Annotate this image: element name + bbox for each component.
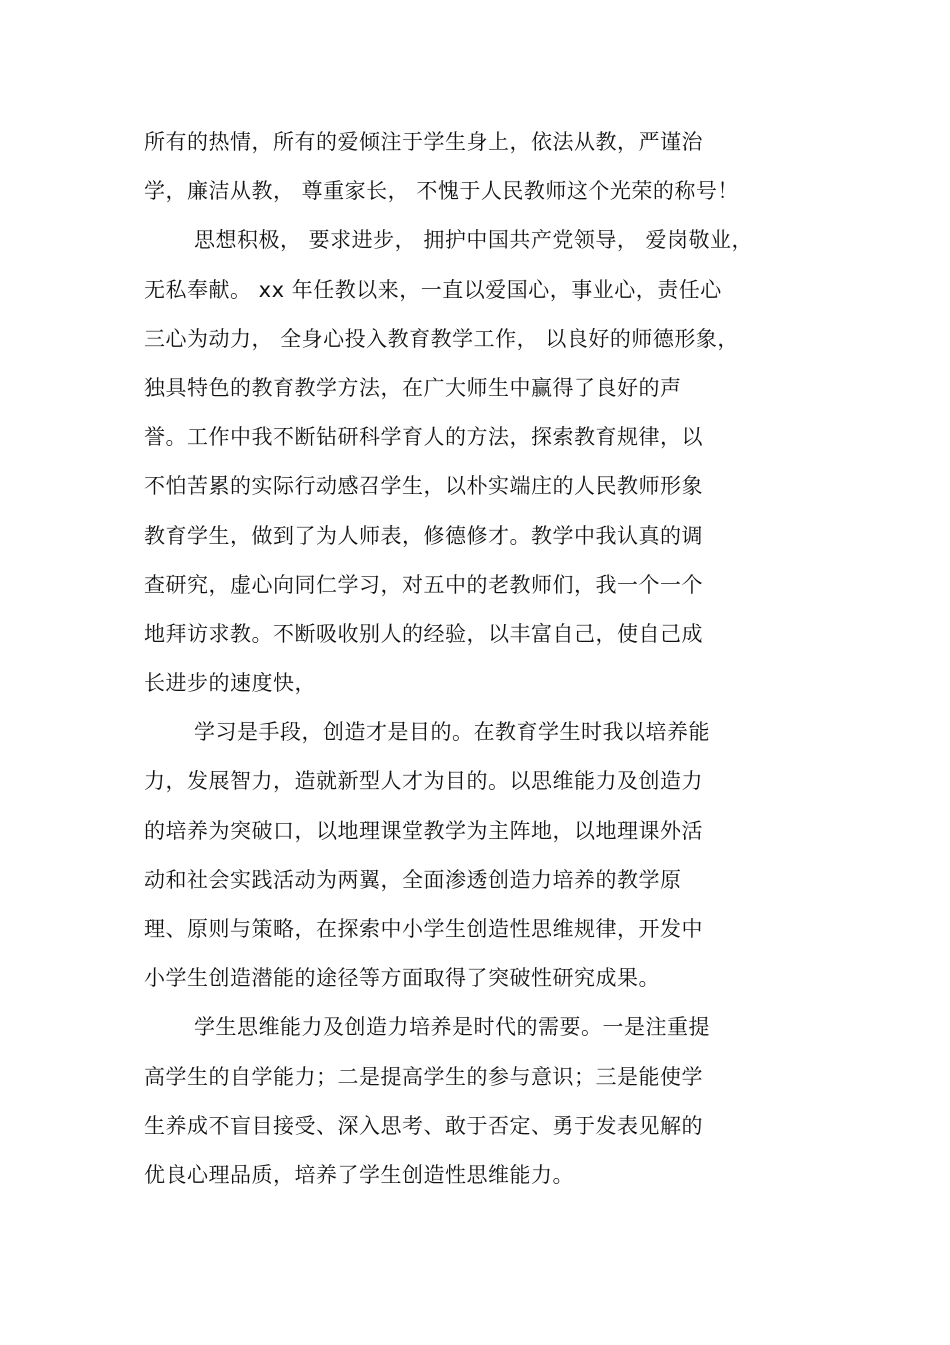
text-line: 无私奉献。 xx 年任教以来，一直以爱国心，事业心，责任心 <box>144 277 722 302</box>
body-text <box>144 118 824 1200</box>
text-line: 理、原则与策略，在探索中小学生创造性思维规律，开发中 <box>144 917 703 941</box>
text-line: 高学生的自学能力；二是提高学生的参与意识；三是能使学 <box>144 1064 703 1089</box>
text-line: 优良心理品质，培养了学生创造性思维能力。 <box>144 1162 574 1187</box>
text-line: 地拜访求教。不断吸收别人的经验，以丰富自己，使自己成 <box>144 621 703 646</box>
text-line: 学生思维能力及创造力培养是时代的需要。一是注重提 <box>194 1015 710 1040</box>
text-line: 动和社会实践活动为两翼，全面渗透创造力培养的教学原 <box>144 867 682 892</box>
text-line: 的培养为突破口，以地理课堂教学为主阵地，以地理课外活 <box>144 818 703 843</box>
text-line: 三心为动力， 全身心投入教育教学工作， 以良好的师德形象， <box>144 326 739 351</box>
text-line: 查研究，虚心向同仁学习，对五中的老教师们，我一个一个 <box>144 572 703 597</box>
text-line: 独具特色的教育教学方法，在广大师生中赢得了良好的声 <box>144 375 682 400</box>
text-line: 力，发展智力，造就新型人才为目的。以思维能力及创造力 <box>144 769 703 794</box>
text-line: 所有的热情，所有的爱倾注于学生身上，依法从教，严谨治 <box>144 130 703 154</box>
text-line: 长进步的速度快， <box>144 671 316 696</box>
text-line: 生养成不盲目接受、深入思考、敢于否定、勇于发表见解的 <box>144 1113 703 1138</box>
text-line: 誉。工作中我不断钻研科学育人的方法，探索教育规律，以 <box>144 425 703 450</box>
text-line: 小学生创造潜能的途径等方面取得了突破性研究成果。 <box>144 966 660 991</box>
text-line: 学，廉洁从教， 尊重家长， 不愧于人民教师这个光荣的称号！ <box>144 179 739 204</box>
text-line: 不怕苦累的实际行动感召学生，以朴实端庄的人民教师形象 <box>144 474 703 499</box>
text-line: 教育学生，做到了为人师表，修德修才。教学中我认真的调 <box>144 523 703 548</box>
text-line: 思想积极， 要求进步， 拥护中国共产党领导， 爱岗敬业， <box>194 228 754 253</box>
text-line: 学习是手段，创造才是目的。在教育学生时我以培养能 <box>194 720 710 745</box>
